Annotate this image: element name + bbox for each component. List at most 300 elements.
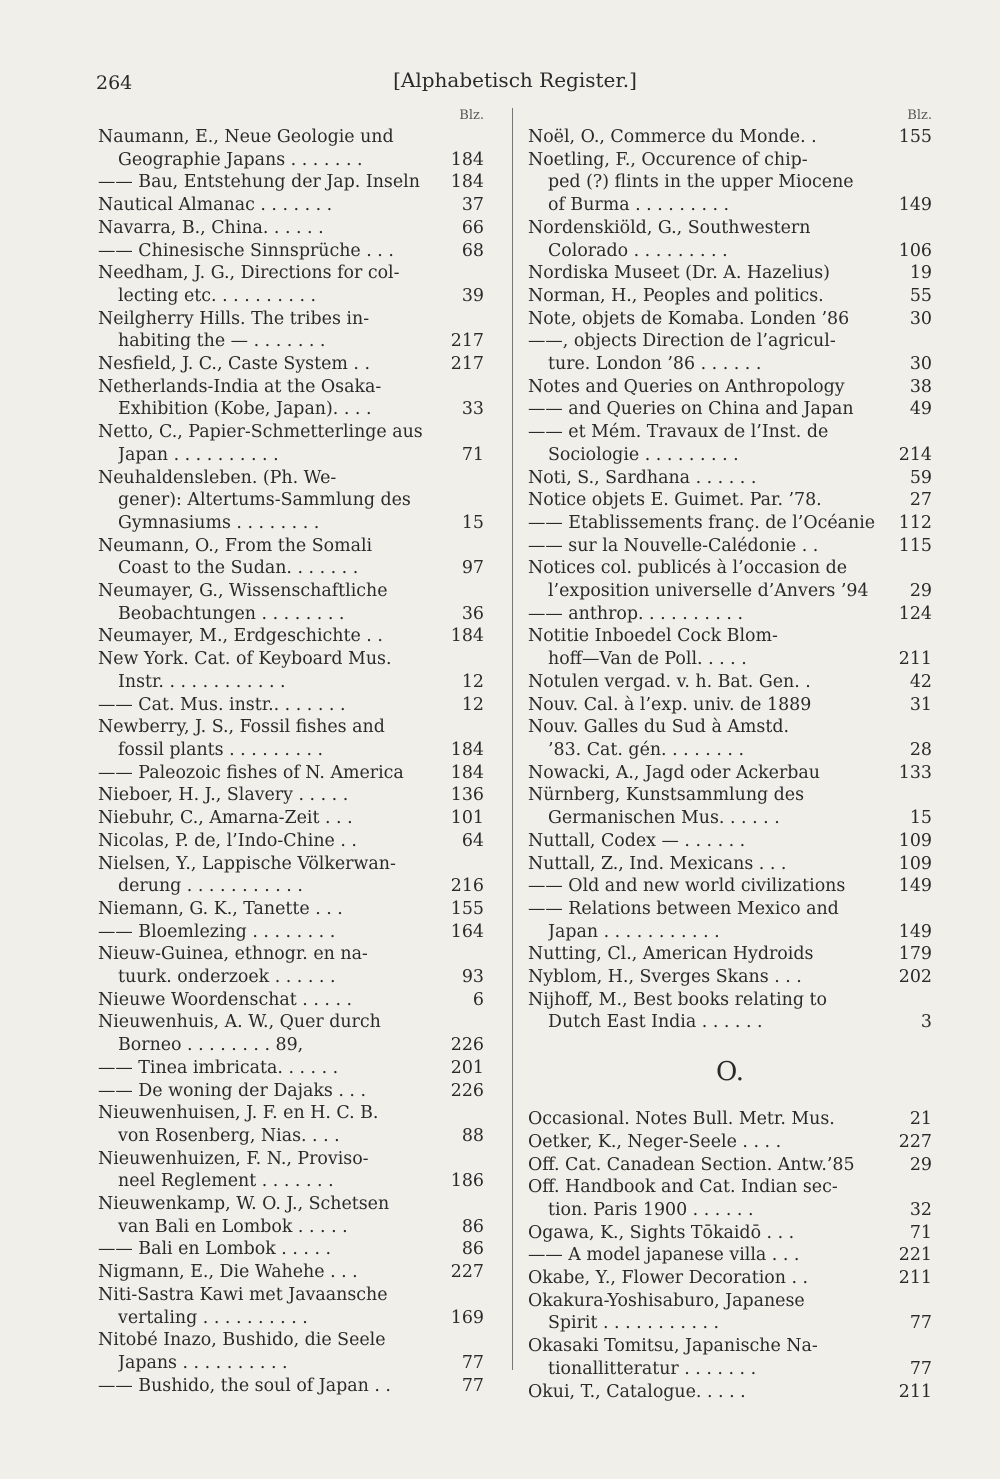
entry-text: —— A model japanese villa . . . <box>528 1245 800 1266</box>
entry-page-ref: 86 <box>461 1216 484 1237</box>
entry-page-ref: 36 <box>461 603 484 624</box>
entry-page-ref: 221 <box>898 1245 932 1266</box>
entry-page-ref: 3 <box>920 1012 932 1033</box>
entry-page-ref: 59 <box>909 467 932 488</box>
entry-text: Norman, H., Peoples and politics. <box>528 285 824 306</box>
entry-text: gener): Altertums-Sammlung des <box>118 490 411 511</box>
entry-text: Off. Handbook and Cat. Indian sec- <box>528 1177 838 1198</box>
index-entry-line <box>98 171 484 194</box>
index-entry-line <box>98 353 484 376</box>
entry-text: Noti, S., Sardhana . . . . . . <box>528 467 757 488</box>
index-entry-line <box>528 853 932 876</box>
index-list-o <box>528 1108 932 1403</box>
index-entry-line <box>98 1034 484 1057</box>
index-entry-line <box>528 467 932 490</box>
entry-text: Off. Cat. Canadean Section. Antw.’85 <box>528 1154 855 1175</box>
index-entry-line <box>98 830 484 853</box>
entry-page-ref: 77 <box>909 1358 932 1379</box>
index-entry-line <box>98 1148 484 1171</box>
index-entry-line <box>98 330 484 353</box>
index-entry-line <box>98 1170 484 1193</box>
index-entry-line <box>528 1176 932 1199</box>
index-entry-line <box>528 762 932 785</box>
index-entry-line <box>98 943 484 966</box>
entry-page-ref: 124 <box>898 603 932 624</box>
entry-text: New York. Cat. of Keyboard Mus. <box>98 649 392 670</box>
entry-page-ref: 77 <box>909 1313 932 1334</box>
entry-text: Nautical Almanac . . . . . . . <box>98 195 333 216</box>
entry-text: —— Etablissements franç. de l’Océanie <box>528 512 876 533</box>
entry-page-ref: 33 <box>461 399 484 420</box>
entry-page-ref: 184 <box>450 762 484 783</box>
entry-page-ref: 27 <box>909 490 932 511</box>
entry-text: Borneo . . . . . . . . 89, <box>118 1035 304 1056</box>
entry-text: hoff—Van de Poll. . . . . <box>548 649 747 670</box>
index-entry-line <box>98 149 484 172</box>
entry-page-ref: 39 <box>461 285 484 306</box>
index-entry-line <box>98 694 484 717</box>
entry-text: Nielsen, Y., Lappische Völkerwan- <box>98 853 396 874</box>
entry-text: Neilgherry Hills. The tribes in- <box>98 308 370 329</box>
index-entry-line <box>98 444 484 467</box>
entry-page-ref: 42 <box>909 671 932 692</box>
index-entry-line <box>98 648 484 671</box>
entry-page-ref: 68 <box>461 240 484 261</box>
index-entry-line <box>528 444 932 467</box>
entry-page-ref: 226 <box>450 1080 484 1101</box>
entry-page-ref: 227 <box>898 1131 932 1152</box>
entry-text: Neuhaldensleben. (Ph. We- <box>98 467 337 488</box>
entry-text: Nieuwenhuizen, F. N., Proviso- <box>98 1148 369 1169</box>
entry-text: neel Reglement . . . . . . . <box>118 1171 334 1192</box>
index-entry-line <box>528 330 932 353</box>
index-entry-line <box>98 376 484 399</box>
index-entry-line <box>528 807 932 830</box>
index-entry-line <box>98 1193 484 1216</box>
page-column-label: Blz. <box>459 108 484 123</box>
index-entry-line <box>528 512 932 535</box>
entry-text: ped (?) flints in the upper Miocene <box>548 172 854 193</box>
entry-text: Newberry, J. S., Fossil fishes and <box>98 717 385 738</box>
entry-page-ref: 15 <box>461 512 484 533</box>
index-entry-line <box>98 557 484 580</box>
index-entry-line <box>98 126 484 149</box>
index-entry-line <box>98 217 484 240</box>
entry-text: Notulen vergad. v. h. Bat. Gen. . <box>528 671 811 692</box>
index-entry-line <box>98 1329 484 1352</box>
entry-text: —— Bushido, the soul of Japan . . <box>98 1375 391 1396</box>
index-entry-line <box>528 989 932 1012</box>
entry-text: tionallitteratur . . . . . . . <box>548 1358 757 1379</box>
entry-text: tion. Paris 1900 . . . . . . <box>548 1199 754 1220</box>
index-entry-line <box>528 739 932 762</box>
entry-page-ref: 88 <box>461 1125 484 1146</box>
entry-text: lecting etc. . . . . . . . . . <box>118 285 317 306</box>
entry-page-ref: 93 <box>461 967 484 988</box>
index-entry-line <box>528 580 932 603</box>
entry-text: Nieuwenhuisen, J. F. en H. C. B. <box>98 1103 379 1124</box>
entry-page-ref: 186 <box>450 1171 484 1192</box>
index-entry-line <box>98 784 484 807</box>
index-entry-line <box>528 262 932 285</box>
entry-page-ref: 184 <box>450 626 484 647</box>
entry-text: Okasaki Tomitsu, Japanische Na- <box>528 1336 818 1357</box>
entry-text: Nordiska Museet (Dr. A. Hazelius) <box>528 263 830 284</box>
index-entry-line <box>528 1381 932 1404</box>
index-column-left <box>98 106 484 1397</box>
entry-text: Nouv. Cal. à l’exp. univ. de 1889 <box>528 694 812 715</box>
entry-text: Germanischen Mus. . . . . . <box>548 808 780 829</box>
entry-text: Nicolas, P. de, l’Indo-Chine . . <box>98 830 357 851</box>
index-entry-line <box>528 194 932 217</box>
index-entry-line <box>98 421 484 444</box>
index-entry-line <box>528 1131 932 1154</box>
entry-text: habiting the — . . . . . . . <box>118 331 326 352</box>
index-entry-line <box>528 1312 932 1335</box>
index-entry-line <box>528 149 932 172</box>
index-list-right <box>528 126 932 1034</box>
entry-text: Nutting, Cl., American Hydroids <box>528 944 814 965</box>
index-entry-line <box>98 716 484 739</box>
entry-text: Nesfield, J. C., Caste System . . <box>98 354 370 375</box>
entry-page-ref: 86 <box>461 1239 484 1260</box>
entry-text: fossil plants . . . . . . . . . <box>118 739 324 760</box>
index-entry-line <box>528 217 932 240</box>
entry-page-ref: 201 <box>450 1057 484 1078</box>
entry-text: vertaling . . . . . . . . . . <box>118 1307 308 1328</box>
entry-text: Japan . . . . . . . . . . <box>118 444 279 465</box>
entry-text: —— Bloemlezing . . . . . . . . <box>98 921 336 942</box>
entry-page-ref: 71 <box>909 1222 932 1243</box>
entry-text: Neumayer, M., Erdgeschichte . . <box>98 626 383 647</box>
index-entry-line <box>98 1261 484 1284</box>
entry-text: —— Bali en Lombok . . . . . <box>98 1239 332 1260</box>
index-entry-line <box>98 603 484 626</box>
entry-page-ref: 97 <box>461 558 484 579</box>
entry-text: Netherlands-India at the Osaka- <box>98 376 382 397</box>
entry-text: Nouv. Galles du Sud à Amstd. <box>528 717 789 738</box>
entry-text: Okui, T., Catalogue. . . . . <box>528 1381 746 1402</box>
entry-text: Dutch East India . . . . . . <box>548 1012 763 1033</box>
entry-text: Japans . . . . . . . . . . <box>118 1352 288 1373</box>
index-entry-line <box>528 830 932 853</box>
entry-page-ref: 149 <box>898 195 932 216</box>
index-entry-line <box>98 398 484 421</box>
entry-text: Notice objets E. Guimet. Par. ’78. <box>528 490 822 511</box>
index-column-right <box>528 106 932 1403</box>
entry-text: Naumann, E., Neue Geologie und <box>98 127 394 147</box>
entry-text: —— Tinea imbricata. . . . . . <box>98 1057 339 1078</box>
section-heading-o: O. <box>715 1057 745 1088</box>
entry-page-ref: 77 <box>461 1352 484 1373</box>
index-entry-line <box>98 535 484 558</box>
entry-text: Nitobé Inazo, Bushido, die Seele <box>98 1330 386 1351</box>
entry-page-ref: 55 <box>909 285 932 306</box>
index-entry-line <box>98 762 484 785</box>
index-entry-line <box>98 1125 484 1148</box>
entry-page-ref: 179 <box>898 944 932 965</box>
index-entry-line <box>98 989 484 1012</box>
entry-text: Nuttall, Codex — . . . . . . <box>528 830 746 851</box>
entry-page-ref: 149 <box>898 876 932 897</box>
index-entry-line <box>98 580 484 603</box>
entry-text: Nigmann, E., Die Wahehe . . . <box>98 1262 358 1283</box>
entry-page-ref: 202 <box>898 967 932 988</box>
entry-page-ref: 32 <box>909 1199 932 1220</box>
index-entry-line <box>528 625 932 648</box>
entry-text: Niebuhr, C., Amarna-Zeit . . . <box>98 808 353 829</box>
index-entry-line <box>98 262 484 285</box>
entry-text: Noël, O., Commerce du Monde. . <box>528 127 817 147</box>
page-number: 264 <box>96 72 133 94</box>
index-entry-line <box>528 308 932 331</box>
index-entry-line <box>528 353 932 376</box>
entry-page-ref: 30 <box>909 354 932 375</box>
entry-text: Neumayer, G., Wissenschaftliche <box>98 581 388 602</box>
index-entry-line <box>98 467 484 490</box>
entry-text: —— Paleozoic fishes of N. America <box>98 762 404 783</box>
entry-text: —— Relations between Mexico and <box>528 898 839 919</box>
entry-text: Nieuwenkamp, W. O. J., Schetsen <box>98 1194 390 1215</box>
entry-page-ref: 31 <box>909 694 932 715</box>
index-entry-line <box>98 671 484 694</box>
index-entry-line <box>98 285 484 308</box>
entry-text: —— sur la Nouvelle-Calédonie . . <box>528 535 819 556</box>
index-entry-line <box>98 898 484 921</box>
entry-text: Ogawa, K., Sights Tōkaidō . . . <box>528 1222 795 1243</box>
entry-page-ref: 155 <box>450 898 484 919</box>
entry-text: —— and Queries on China and Japan <box>528 399 854 420</box>
entry-page-ref: 155 <box>898 127 932 147</box>
entry-page-ref: 64 <box>461 830 484 851</box>
index-entry-line <box>528 376 932 399</box>
entry-text: Needham, J. G., Directions for col- <box>98 263 400 284</box>
entry-page-ref: 133 <box>898 762 932 783</box>
entry-text: Nijhoff, M., Best books relating to <box>528 989 828 1010</box>
index-entry-line <box>528 603 932 626</box>
entry-page-ref: 30 <box>909 308 932 329</box>
entry-page-ref: 49 <box>909 399 932 420</box>
index-entry-line <box>528 671 932 694</box>
index-entry-line <box>528 1222 932 1245</box>
index-entry-line <box>528 716 932 739</box>
index-entry-line <box>98 512 484 535</box>
entry-page-ref: 38 <box>909 376 932 397</box>
entry-text: Geographie Japans . . . . . . . <box>118 149 363 170</box>
entry-text: Nowacki, A., Jagd oder Ackerbau <box>528 762 820 783</box>
entry-page-ref: 112 <box>898 512 932 533</box>
entry-page-ref: 226 <box>450 1035 484 1056</box>
index-entry-line <box>98 739 484 762</box>
index-entry-line <box>98 1352 484 1375</box>
index-entry-line <box>98 875 484 898</box>
entry-page-ref: 109 <box>898 853 932 874</box>
entry-text: —— et Mém. Travaux de l’Inst. de <box>528 422 829 443</box>
index-entry-line <box>98 194 484 217</box>
entry-text: of Burma . . . . . . . . . <box>548 195 730 216</box>
entry-text: —— Chinesische Sinnsprüche . . . <box>98 240 394 261</box>
entry-text: tuurk. onderzoek . . . . . . <box>118 967 336 988</box>
entry-page-ref: 28 <box>909 739 932 760</box>
index-entry-line <box>528 1358 932 1381</box>
entry-text: Niti-Sastra Kawi met Javaansche <box>98 1284 388 1305</box>
entry-text: von Rosenberg, Nias. . . . <box>118 1125 340 1146</box>
index-entry-line <box>98 308 484 331</box>
index-entry-line <box>528 921 932 944</box>
entry-text: derung . . . . . . . . . . . <box>118 876 303 897</box>
entry-text: Noetling, F., Occurence of chip- <box>528 149 808 170</box>
entry-text: Okakura-Yoshisaburo, Japanese <box>528 1290 805 1311</box>
entry-text: —— anthrop. . . . . . . . . . <box>528 603 744 624</box>
index-entry-line <box>528 398 932 421</box>
entry-page-ref: 216 <box>450 876 484 897</box>
entry-text: Coast to the Sudan. . . . . . . <box>118 558 359 579</box>
entry-page-ref: 19 <box>909 263 932 284</box>
entry-page-ref: 106 <box>898 240 932 261</box>
entry-page-ref: 15 <box>909 808 932 829</box>
entry-text: Oetker, K., Neger-Seele . . . . <box>528 1131 782 1152</box>
page-column-label: Blz. <box>907 108 932 123</box>
entry-page-ref: 12 <box>461 671 484 692</box>
index-entry-line <box>528 421 932 444</box>
entry-text: —— De woning der Dajaks . . . <box>98 1080 367 1101</box>
entry-text: van Bali en Lombok . . . . . <box>118 1216 348 1237</box>
entry-page-ref: 211 <box>898 1381 932 1402</box>
entry-text: Beobachtungen . . . . . . . . <box>118 603 345 624</box>
entry-text: Notes and Queries on Anthropology <box>528 376 845 397</box>
entry-page-ref: 184 <box>450 149 484 170</box>
entry-page-ref: 6 <box>472 989 484 1010</box>
entry-text: Notices col. publicés à l’occasion de <box>528 558 848 579</box>
index-entry-line <box>98 1057 484 1080</box>
column-divider <box>512 108 513 1370</box>
index-entry-line <box>98 1080 484 1103</box>
index-entry-line <box>528 557 932 580</box>
index-entry-line <box>98 240 484 263</box>
entry-page-ref: 115 <box>898 535 932 556</box>
index-entry-line <box>98 1011 484 1034</box>
entry-text: —— Old and new world civilizations <box>528 876 846 897</box>
entry-page-ref: 214 <box>898 444 932 465</box>
entry-page-ref: 12 <box>461 694 484 715</box>
entry-text: Nieuwenhuis, A. W., Quer durch <box>98 1012 381 1033</box>
entry-text: Exhibition (Kobe, Japan). . . . <box>118 399 372 420</box>
index-entry-line <box>528 966 932 989</box>
index-entry-line <box>528 1290 932 1313</box>
index-entry-line <box>528 489 932 512</box>
index-entry-line <box>98 921 484 944</box>
entry-text: Spirit . . . . . . . . . . . <box>548 1313 720 1334</box>
index-entry-line <box>98 853 484 876</box>
entry-page-ref: 217 <box>450 354 484 375</box>
entry-page-ref: 101 <box>450 808 484 829</box>
index-entry-line <box>528 171 932 194</box>
entry-text: Neumann, O., From the Somali <box>98 535 373 556</box>
entry-text: Nürnberg, Kunstsammlung des <box>528 785 805 806</box>
entry-text: Gymnasiums . . . . . . . . <box>118 512 320 533</box>
entry-text: Nieboer, H. J., Slavery . . . . . <box>98 785 349 806</box>
index-entry-line <box>528 648 932 671</box>
entry-text: Nordenskiöld, G., Southwestern <box>528 217 811 238</box>
index-entry-line <box>98 966 484 989</box>
entry-text: Occasional. Notes Bull. Metr. Mus. <box>528 1109 835 1130</box>
index-entry-line <box>98 489 484 512</box>
entry-page-ref: 21 <box>909 1109 932 1130</box>
index-entry-line <box>528 240 932 263</box>
index-entry-line <box>528 285 932 308</box>
index-list-left <box>98 126 484 1397</box>
entry-text: Niemann, G. K., Tanette . . . <box>98 898 343 919</box>
entry-page-ref: 211 <box>898 649 932 670</box>
entry-page-ref: 109 <box>898 830 932 851</box>
index-entry-line <box>528 898 932 921</box>
entry-text: Nuttall, Z., Ind. Mexicans . . . <box>528 853 787 874</box>
index-entry-line <box>98 1284 484 1307</box>
entry-page-ref: 37 <box>461 195 484 216</box>
index-entry-line <box>528 1154 932 1177</box>
index-entry-line <box>528 943 932 966</box>
entry-text: ’83. Cat. gén. . . . . . . . <box>548 739 744 760</box>
index-entry-line <box>98 807 484 830</box>
index-entry-line <box>528 1108 932 1131</box>
index-entry-line <box>528 535 932 558</box>
entry-page-ref: 29 <box>909 581 932 602</box>
index-entry-line <box>528 1244 932 1267</box>
entry-text: Sociologie . . . . . . . . . <box>548 444 739 465</box>
entry-text: Navarra, B., China. . . . . . <box>98 217 324 238</box>
entry-page-ref: 217 <box>450 331 484 352</box>
entry-text: Notitie Inboedel Cock Blom- <box>528 626 778 647</box>
entry-text: Instr. . . . . . . . . . . . <box>118 671 286 692</box>
entry-text: —— Cat. Mus. instr.. . . . . . . <box>98 694 346 715</box>
entry-text: Colorado . . . . . . . . . <box>548 240 728 261</box>
entry-page-ref: 164 <box>450 921 484 942</box>
index-entry-line <box>98 1238 484 1261</box>
index-entry-line <box>98 1216 484 1239</box>
index-entry-line <box>528 784 932 807</box>
entry-page-ref: 29 <box>909 1154 932 1175</box>
entry-page-ref: 169 <box>450 1307 484 1328</box>
entry-page-ref: 149 <box>898 921 932 942</box>
entry-text: Nieuw-Guinea, ethnogr. en na- <box>98 944 368 965</box>
entry-text: ture. London ’86 . . . . . . <box>548 354 762 375</box>
entry-text: Nyblom, H., Sverges Skans . . . <box>528 967 802 988</box>
entry-page-ref: 77 <box>461 1375 484 1396</box>
index-entry-line <box>528 1011 932 1034</box>
index-entry-line <box>528 694 932 717</box>
entry-page-ref: 136 <box>450 785 484 806</box>
entry-page-ref: 227 <box>450 1262 484 1283</box>
entry-page-ref: 184 <box>450 172 484 193</box>
entry-page-ref: 71 <box>461 444 484 465</box>
index-entry-line <box>528 875 932 898</box>
entry-text: l’exposition universelle d’Anvers ’94 <box>548 581 869 602</box>
entry-text: Japan . . . . . . . . . . . <box>548 921 720 942</box>
entry-text: —— Bau, Entstehung der Jap. Inseln <box>98 172 420 193</box>
index-entry-line <box>98 1102 484 1125</box>
index-entry-line <box>98 1375 484 1398</box>
index-entry-line <box>98 1307 484 1330</box>
entry-text: ——, objects Direction de l’agricul- <box>528 331 836 352</box>
entry-text: Nieuwe Woordenschat . . . . . <box>98 989 353 1010</box>
index-entry-line <box>528 1335 932 1358</box>
index-entry-line <box>98 625 484 648</box>
entry-page-ref: 184 <box>450 739 484 760</box>
index-entry-line <box>528 126 932 149</box>
index-entry-line <box>528 1199 932 1222</box>
entry-text: Netto, C., Papier-Schmetterlinge aus <box>98 422 423 443</box>
entry-text: Note, objets de Komaba. Londen ’86 <box>528 308 850 329</box>
